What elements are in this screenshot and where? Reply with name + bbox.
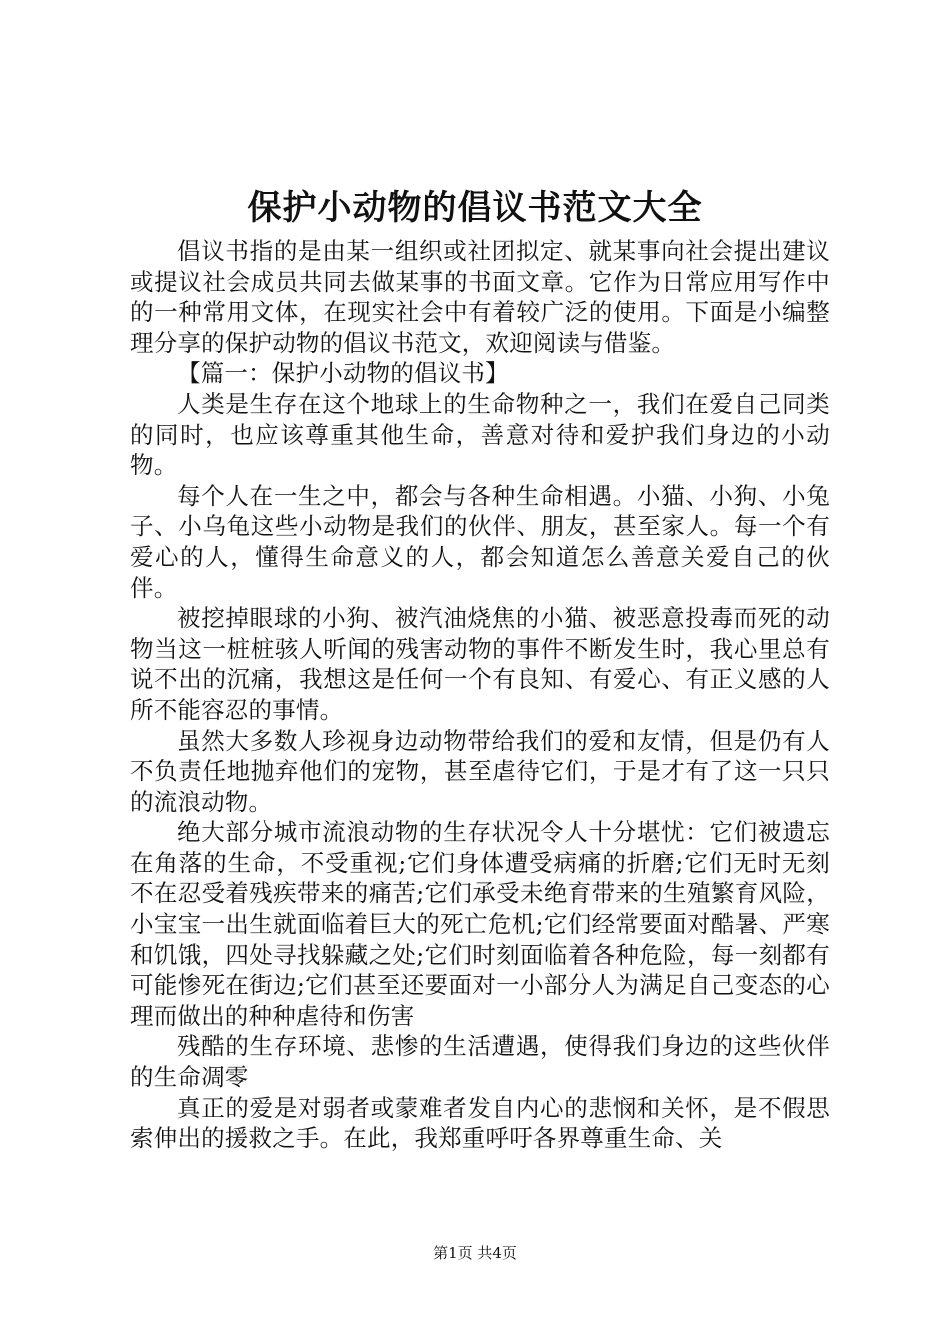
- intro-paragraph: 倡议书指的是由某一组织或社团拟定、就某事向社会提出建议或提议社会成员共同去做某事的书面文章。它作为日常应用写作中的一种常用文体，在现实社会中有着较广泛的使用。下面是小编整理分享的保护动物的倡议书范文，欢迎阅读与借鉴。: [130, 237, 830, 357]
- body-paragraph: 人类是生存在这个地球上的生命物种之一，我们在爱自己同类的同时，也应该尊重其他生命，善意对待和爱护我们身边的小动物。: [130, 389, 830, 480]
- document-body: [130, 236, 830, 1154]
- body-paragraph: 被挖掉眼球的小狗、被汽油烧焦的小猫、被恶意投毒而死的动物当这一桩桩骇人听闻的残害动物的事件不断发生时，我心里总有说不出的沉痛，我想这是任何一个有良知、有爱心、有正义感的人所不能容忍的事情。: [130, 604, 830, 724]
- body-paragraph: 虽然大多数人珍视身边动物带给我们的爱和友情，但是仍有人不负责任地抛弃他们的宠物，甚至虐待它们，于是才有了这一只只的流浪动物。: [130, 726, 830, 816]
- body-paragraph: 绝大部分城市流浪动物的生存状况令人十分堪忧：它们被遗忘在角落的生命，不受重视;它们身体遭受病痛的折磨;它们无时无刻不在忍受着残疾带来的痛苦;它们承受未绝育带来的生殖繁育风险，小宝宝一出生就面临着巨大的死亡危机;它们经常要面对酷暑、严寒和饥饿，四处寻找躲藏之处;它们时刻面临着各种危险，每一刻都有可能惨死在街边;它们甚至还要面对一小部分人为满足自己变态的心理而做出的种种虐待和伤害: [130, 818, 830, 1030]
- body-paragraph: 真正的爱是对弱者或蒙难者发自内心的悲悯和关怀，是不假思索伸出的援救之手。在此，我郑重呼吁各界尊重生命、关: [130, 1093, 830, 1153]
- body-paragraph: 残酷的生存环境、悲惨的生活遭遇，使得我们身边的这些伙伴的生命凋零: [130, 1032, 830, 1092]
- section-heading: 【篇一：保护小动物的倡议书】: [177, 359, 509, 388]
- page-footer: [0, 1243, 950, 1263]
- document-title: 保护小动物的倡议书范文大全: [247, 188, 703, 228]
- page-total: 共4页: [477, 1244, 517, 1262]
- body-paragraph: 每个人在一生之中，都会与各种生命相遇。小猫、小狗、小兔子、小乌龟这些小动物是我们的伙伴、朋友，甚至家人。每一个有爱心的人，懂得生命意义的人，都会知道怎么善意关爱自己的伙伴。: [130, 481, 830, 602]
- page-number: 第1页: [433, 1244, 473, 1262]
